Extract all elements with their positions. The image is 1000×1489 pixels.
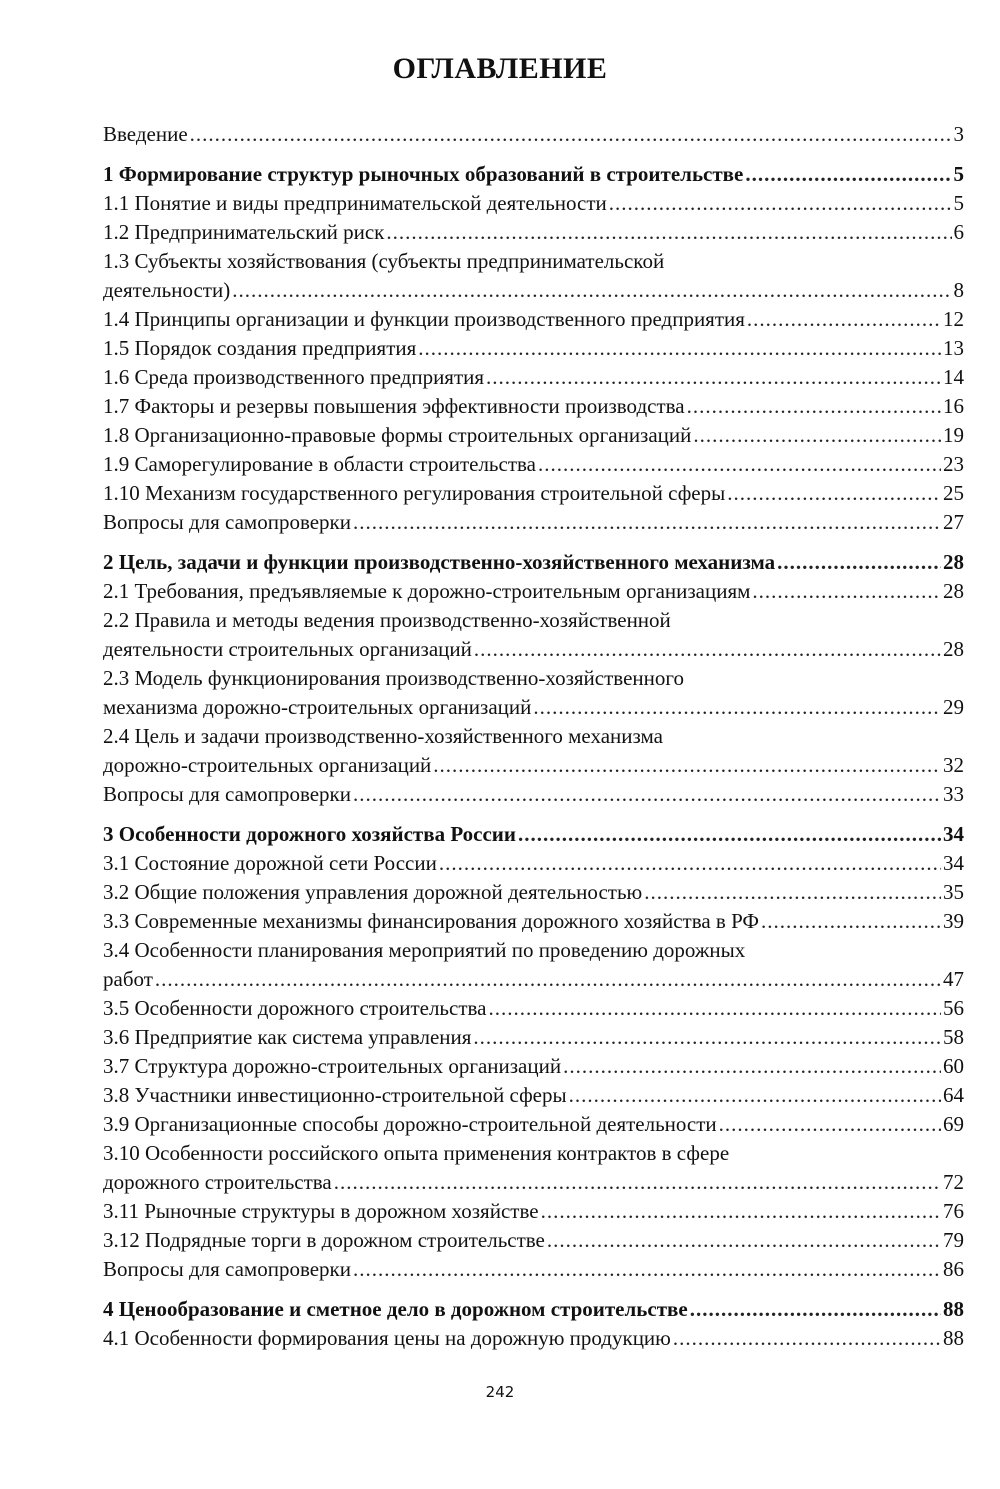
- toc-entry: [103, 479, 964, 508]
- dot-leader: [533, 693, 941, 722]
- toc-entry-page: 8: [953, 278, 964, 302]
- toc-entry-page: 47: [943, 967, 964, 991]
- toc-entry-line: [103, 421, 964, 450]
- toc-entry-line: [103, 479, 964, 508]
- toc-entry-line: [103, 965, 964, 994]
- toc-chapter-entry: [103, 820, 964, 849]
- dot-leader: [752, 577, 941, 606]
- toc-entry-page: 27: [943, 510, 964, 534]
- toc-entry-page: 35: [943, 880, 964, 904]
- toc-entry: [103, 994, 964, 1023]
- toc-entry-line: [103, 1295, 964, 1324]
- toc-entry-title: 1.1 Понятие и виды предпринимательской деятельности: [103, 191, 607, 215]
- toc-entry-title: 3.9 Организационные способы дорожно-строительной деятельности: [103, 1112, 717, 1136]
- toc-entry: [103, 363, 964, 392]
- toc-entry-page: 69: [943, 1112, 964, 1136]
- toc-entry-title: 2 Цель, задачи и функции производственно-хозяйственного механизма: [103, 550, 776, 574]
- toc-entry-page: 23: [943, 452, 964, 476]
- toc-entry-line: [103, 1226, 964, 1255]
- toc-entry-page: 58: [943, 1025, 964, 1049]
- toc-entry-line: [103, 849, 964, 878]
- toc-entry-title: 1.9 Саморегулирование в области строительства: [103, 452, 536, 476]
- toc-entry: [103, 606, 964, 664]
- toc-entry-line: [103, 994, 964, 1023]
- toc-entry-title: Вопросы для самопроверки: [103, 782, 352, 806]
- toc-entry-title: 1.5 Порядок создания предприятия: [103, 336, 417, 360]
- page-title: ОГЛАВЛЕНИЕ: [392, 52, 608, 85]
- toc-entry-page: 60: [943, 1054, 964, 1078]
- toc-entry-title-line: 3.10 Особенности российского опыта применения контрактов в сфере: [103, 1141, 730, 1165]
- toc-entry-title: работ: [103, 967, 153, 991]
- toc-entry-title: 1.7 Факторы и резервы повышения эффективности производства: [103, 394, 685, 418]
- dot-leader: [353, 508, 941, 537]
- toc-entry-page: 16: [943, 394, 964, 418]
- toc-entry-line: [103, 1255, 964, 1284]
- toc-entry-title: 1.6 Среда производственного предприятия: [103, 365, 485, 389]
- toc-entry: [103, 722, 964, 780]
- toc-entry-title: механизма дорожно-строительных организаций: [103, 695, 532, 719]
- dot-leader: [644, 878, 941, 907]
- toc-entry-title: деятельности строительных организаций: [103, 637, 472, 661]
- toc-entry-line: [103, 577, 964, 606]
- toc-entry-title: 3 Особенности дорожного хозяйства России: [103, 822, 516, 846]
- toc-entry: [103, 1052, 964, 1081]
- toc-entry: [103, 508, 964, 537]
- toc-entry-line: [103, 334, 964, 363]
- toc-entry: [103, 392, 964, 421]
- toc-entry-line: [103, 780, 964, 809]
- toc-entry-page: 5: [953, 162, 964, 186]
- toc-entry-title: 3.6 Предприятие как система управления: [103, 1025, 472, 1049]
- toc-entry-line: [103, 1110, 964, 1139]
- toc-entry-title: 4 Ценообразование и сметное дело в дорожном строительстве: [103, 1297, 688, 1321]
- toc-entry: [103, 907, 964, 936]
- toc-entry: [103, 780, 964, 809]
- toc-entry-page: 79: [943, 1228, 964, 1252]
- toc-entry-title: 3.8 Участники инвестиционно-строительной сферы: [103, 1083, 567, 1107]
- toc-entry-page: 32: [943, 753, 964, 777]
- toc-entry-title: 3.2 Общие положения управления дорожной деятельностью: [103, 880, 643, 904]
- dot-leader: [777, 548, 941, 577]
- toc-entry: [103, 189, 964, 218]
- dot-leader: [727, 479, 941, 508]
- toc-entry-line: [103, 1168, 964, 1197]
- toc-entry-line: [103, 1081, 964, 1110]
- toc-entry-page: 34: [943, 822, 964, 846]
- toc-entry-title: 3.5 Особенности дорожного строительства: [103, 996, 487, 1020]
- toc-entry-page: 34: [943, 851, 964, 875]
- toc-entry-line: [103, 450, 964, 479]
- toc-entry-line: [103, 907, 964, 936]
- toc-entry-page: 3: [953, 122, 964, 146]
- dot-leader: [232, 276, 951, 305]
- dot-leader: [569, 1081, 941, 1110]
- toc-entry-line: [103, 160, 964, 189]
- dot-leader: [747, 305, 941, 334]
- toc-entry-page: 28: [943, 579, 964, 603]
- dot-leader: [155, 965, 941, 994]
- toc-entry-page: 14: [943, 365, 964, 389]
- toc-entry-page: 72: [943, 1170, 964, 1194]
- toc-entry-title-line: 3.4 Особенности планирования мероприятий по проведению дорожных: [103, 938, 746, 962]
- table-of-contents: [103, 120, 964, 1353]
- toc-entry-title: дорожного строительства: [103, 1170, 332, 1194]
- toc-entry-title: 3.11 Рыночные структуры в дорожном хозяйстве: [103, 1199, 539, 1223]
- dot-leader: [386, 218, 951, 247]
- page-number: 242: [485, 1383, 515, 1401]
- toc-entry-line: [103, 120, 964, 149]
- toc-entry-page: 39: [943, 909, 964, 933]
- toc-entry: [103, 120, 964, 149]
- toc-entry-page: 5: [953, 191, 964, 215]
- toc-entry-title: 4.1 Особенности формирования цены на дорожную продукцию: [103, 1326, 671, 1350]
- dot-leader: [518, 820, 941, 849]
- toc-entry-title-line: 1.3 Субъекты хозяйствования (субъекты предпринимательской: [103, 249, 665, 273]
- toc-entry-page: 6: [953, 220, 964, 244]
- toc-entry: [103, 218, 964, 247]
- toc-entry-line: [103, 218, 964, 247]
- toc-entry: [103, 247, 964, 305]
- toc-chapter-entry: [103, 548, 964, 577]
- toc-entry-line: [103, 635, 964, 664]
- toc-entry: [103, 1139, 964, 1197]
- toc-entry-page: 56: [943, 996, 964, 1020]
- toc-entry-title: Вопросы для самопроверки: [103, 510, 352, 534]
- toc-chapter-entry: [103, 1295, 964, 1324]
- dot-leader: [541, 1197, 941, 1226]
- toc-entry-page: 12: [943, 307, 964, 331]
- toc-entry-line: [103, 508, 964, 537]
- toc-entry-title: дорожно-строительных организаций: [103, 753, 432, 777]
- toc-entry-line: [103, 1324, 964, 1353]
- toc-entry: [103, 1324, 964, 1353]
- dot-leader: [474, 635, 941, 664]
- toc-entry-page: 28: [943, 550, 964, 574]
- toc-entry-line: [103, 363, 964, 392]
- dot-leader: [488, 994, 941, 1023]
- toc-entry-line: [103, 820, 964, 849]
- toc-entry: [103, 1197, 964, 1226]
- toc-entry-line: [103, 751, 964, 780]
- toc-entry-title: 3.1 Состояние дорожной сети России: [103, 851, 437, 875]
- dot-leader: [538, 450, 941, 479]
- toc-entry-title: деятельности): [103, 278, 231, 302]
- toc-entry-title: Вопросы для самопроверки: [103, 1257, 352, 1281]
- dot-leader: [439, 849, 941, 878]
- toc-entry-line: [103, 878, 964, 907]
- toc-entry-line: [103, 305, 964, 334]
- toc-entry-line: [103, 548, 964, 577]
- toc-entry-page: 88: [943, 1297, 964, 1321]
- toc-entry: [103, 577, 964, 606]
- toc-entry-title-line: 2.3 Модель функционирования производственно-хозяйственного: [103, 666, 684, 690]
- toc-entry-page: 33: [943, 782, 964, 806]
- toc-entry: [103, 936, 964, 994]
- dot-leader: [719, 1110, 941, 1139]
- toc-entry: [103, 305, 964, 334]
- dot-leader: [745, 160, 951, 189]
- toc-entry-line: [103, 1197, 964, 1226]
- toc-entry-title-line: 2.2 Правила и методы ведения производственно-хозяйственной: [103, 608, 671, 632]
- dot-leader: [687, 392, 941, 421]
- toc-entry: [103, 664, 964, 722]
- toc-entry-page: 76: [943, 1199, 964, 1223]
- dot-leader: [761, 907, 941, 936]
- dot-leader: [690, 1295, 941, 1324]
- toc-entry: [103, 1023, 964, 1052]
- toc-entry-page: 13: [943, 336, 964, 360]
- dot-leader: [673, 1324, 941, 1353]
- toc-entry-line: [103, 392, 964, 421]
- toc-entry-page: 88: [943, 1326, 964, 1350]
- toc-entry-title: 2.1 Требования, предъявляемые к дорожно-строительным организациям: [103, 579, 751, 603]
- toc-entry-page: 28: [943, 637, 964, 661]
- toc-entry: [103, 421, 964, 450]
- toc-entry-title: 3.3 Современные механизмы финансирования дорожного хозяйства в РФ: [103, 909, 759, 933]
- dot-leader: [353, 780, 941, 809]
- toc-entry-title: 1 Формирование структур рыночных образований в строительстве: [103, 162, 744, 186]
- toc-entry-title: 3.12 Подрядные торги в дорожном строительстве: [103, 1228, 545, 1252]
- dot-leader: [547, 1226, 941, 1255]
- dot-leader: [334, 1168, 941, 1197]
- toc-entry-page: 64: [943, 1083, 964, 1107]
- toc-entry-title: 1.2 Предпринимательский риск: [103, 220, 385, 244]
- toc-entry-page: 19: [943, 423, 964, 447]
- dot-leader: [418, 334, 941, 363]
- toc-entry: [103, 1255, 964, 1284]
- toc-entry: [103, 450, 964, 479]
- toc-entry: [103, 1110, 964, 1139]
- toc-entry-line: [103, 189, 964, 218]
- toc-entry-title: 3.7 Структура дорожно-строительных организаций: [103, 1054, 562, 1078]
- toc-entry: [103, 1226, 964, 1255]
- dot-leader: [486, 363, 941, 392]
- toc-entry-page: 25: [943, 481, 964, 505]
- toc-entry-page: 86: [943, 1257, 964, 1281]
- toc-entry-title: Введение: [103, 122, 188, 146]
- toc-entry-line: [103, 276, 964, 305]
- toc-entry: [103, 334, 964, 363]
- toc-entry-line: [103, 1023, 964, 1052]
- toc-entry: [103, 849, 964, 878]
- dot-leader: [353, 1255, 941, 1284]
- dot-leader: [473, 1023, 941, 1052]
- dot-leader: [693, 421, 941, 450]
- toc-entry-title: 1.4 Принципы организации и функции производственного предприятия: [103, 307, 745, 331]
- toc-entry: [103, 1081, 964, 1110]
- toc-entry-line: [103, 1052, 964, 1081]
- toc-entry: [103, 878, 964, 907]
- toc-entry-page: 29: [943, 695, 964, 719]
- toc-entry-title: 1.8 Организационно-правовые формы строительных организаций: [103, 423, 692, 447]
- dot-leader: [609, 189, 952, 218]
- toc-entry-line: [103, 693, 964, 722]
- toc-entry-title: 1.10 Механизм государственного регулирования строительной сферы: [103, 481, 726, 505]
- toc-chapter-entry: [103, 160, 964, 189]
- dot-leader: [433, 751, 941, 780]
- dot-leader: [190, 120, 952, 149]
- dot-leader: [563, 1052, 941, 1081]
- toc-entry-title-line: 2.4 Цель и задачи производственно-хозяйственного механизма: [103, 724, 663, 748]
